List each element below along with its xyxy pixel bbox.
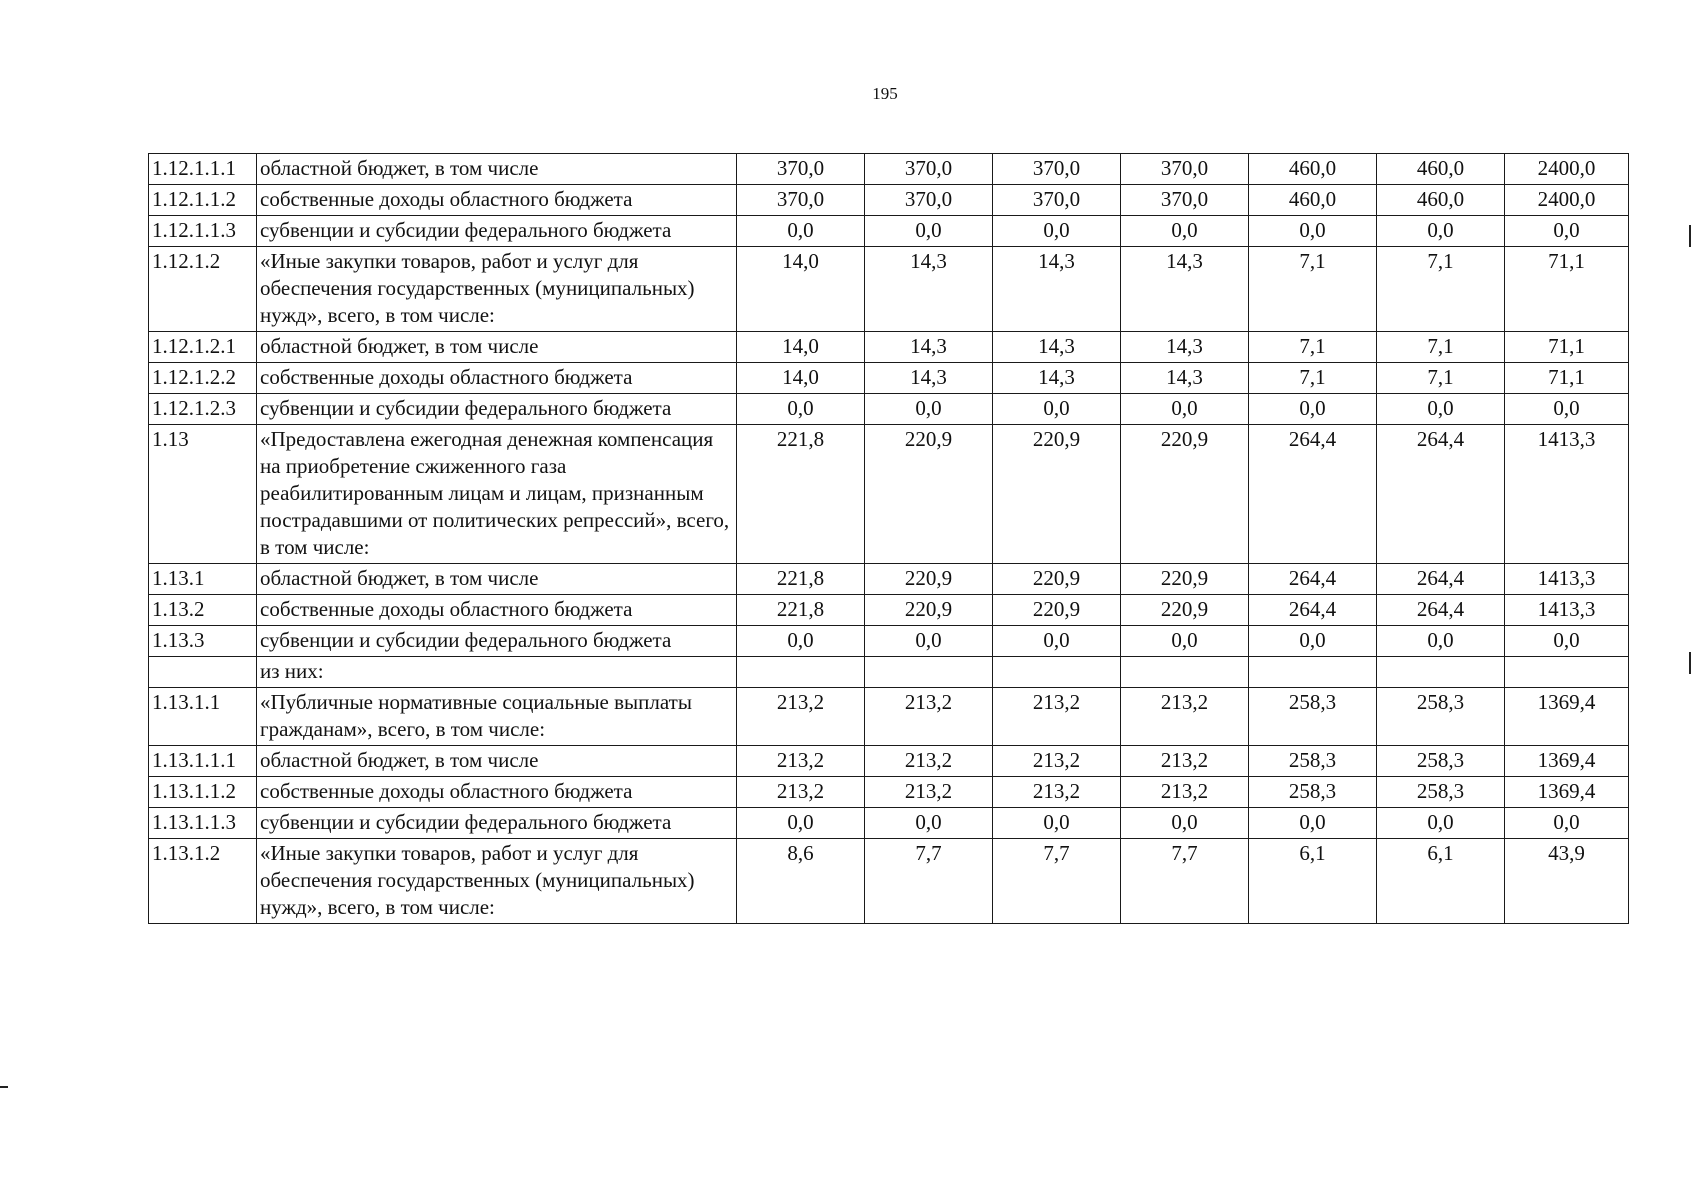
- table-row: [149, 688, 1629, 746]
- row-value: 220,9: [1121, 564, 1249, 595]
- row-value: 0,0: [1249, 808, 1377, 839]
- row-total-value: 1369,4: [1505, 746, 1629, 777]
- row-value: 0,0: [1121, 808, 1249, 839]
- row-value: 264,4: [1377, 564, 1505, 595]
- row-code: 1.12.1.1.3: [149, 216, 257, 247]
- row-description: областной бюджет, в том числе: [257, 332, 737, 363]
- row-value: 264,4: [1249, 564, 1377, 595]
- budget-table: [148, 153, 1629, 924]
- row-value: 7,7: [1121, 839, 1249, 924]
- row-total-value: 1413,3: [1505, 425, 1629, 564]
- scan-edge-mark: [1689, 652, 1691, 674]
- row-value: 0,0: [865, 626, 993, 657]
- table-row: [149, 154, 1629, 185]
- row-value: 6,1: [1249, 839, 1377, 924]
- row-value: 370,0: [993, 185, 1121, 216]
- row-value: 14,0: [737, 332, 865, 363]
- row-total-value: 71,1: [1505, 247, 1629, 332]
- row-value: [1377, 657, 1505, 688]
- row-value: 213,2: [1121, 746, 1249, 777]
- row-value: 370,0: [1121, 154, 1249, 185]
- table-row: [149, 247, 1629, 332]
- row-description: областной бюджет, в том числе: [257, 154, 737, 185]
- row-value: 0,0: [1377, 394, 1505, 425]
- row-value: 0,0: [737, 394, 865, 425]
- table-row: [149, 839, 1629, 924]
- row-code: [149, 657, 257, 688]
- row-value: 6,1: [1377, 839, 1505, 924]
- row-value: 258,3: [1249, 746, 1377, 777]
- row-value: 370,0: [737, 154, 865, 185]
- row-value: [993, 657, 1121, 688]
- row-code: 1.13.1: [149, 564, 257, 595]
- row-description: областной бюджет, в том числе: [257, 564, 737, 595]
- row-description: из них:: [257, 657, 737, 688]
- row-description: субвенции и субсидии федерального бюджета: [257, 216, 737, 247]
- row-value: 0,0: [1121, 394, 1249, 425]
- row-value: 0,0: [1121, 626, 1249, 657]
- row-value: 0,0: [993, 626, 1121, 657]
- row-value: 0,0: [1377, 626, 1505, 657]
- row-value: 0,0: [1249, 626, 1377, 657]
- row-total-value: [1505, 657, 1629, 688]
- table-row: [149, 216, 1629, 247]
- row-description: собственные доходы областного бюджета: [257, 185, 737, 216]
- row-code: 1.13.1.1.3: [149, 808, 257, 839]
- row-total-value: 1369,4: [1505, 777, 1629, 808]
- row-value: 0,0: [737, 216, 865, 247]
- row-value: 7,7: [865, 839, 993, 924]
- row-value: [865, 657, 993, 688]
- row-value: 14,3: [865, 332, 993, 363]
- row-total-value: 0,0: [1505, 808, 1629, 839]
- row-value: 7,1: [1377, 363, 1505, 394]
- row-value: 7,1: [1249, 363, 1377, 394]
- row-value: 14,0: [737, 363, 865, 394]
- row-value: 213,2: [993, 746, 1121, 777]
- row-code: 1.13.1.1.2: [149, 777, 257, 808]
- table-row: [149, 626, 1629, 657]
- table-row: [149, 185, 1629, 216]
- row-value: 14,3: [1121, 363, 1249, 394]
- table-row: [149, 394, 1629, 425]
- table-row: [149, 564, 1629, 595]
- row-value: 370,0: [865, 185, 993, 216]
- row-code: 1.13.1.2: [149, 839, 257, 924]
- row-value: 14,0: [737, 247, 865, 332]
- row-value: 0,0: [1377, 216, 1505, 247]
- row-value: 8,6: [737, 839, 865, 924]
- row-value: 213,2: [865, 688, 993, 746]
- table-row: [149, 808, 1629, 839]
- row-code: 1.12.1.2.2: [149, 363, 257, 394]
- row-value: 0,0: [1249, 216, 1377, 247]
- row-value: 264,4: [1249, 425, 1377, 564]
- row-description: субвенции и субсидии федерального бюджета: [257, 626, 737, 657]
- row-value: 14,3: [993, 332, 1121, 363]
- row-value: 14,3: [1121, 247, 1249, 332]
- row-value: 258,3: [1249, 777, 1377, 808]
- row-value: 220,9: [1121, 595, 1249, 626]
- row-total-value: 71,1: [1505, 332, 1629, 363]
- row-value: 220,9: [865, 595, 993, 626]
- row-total-value: 1369,4: [1505, 688, 1629, 746]
- row-total-value: 0,0: [1505, 394, 1629, 425]
- row-description: «Публичные нормативные социальные выплаты гражданам», всего, в том числе:: [257, 688, 737, 746]
- row-value: 258,3: [1377, 746, 1505, 777]
- row-code: 1.12.1.1.1: [149, 154, 257, 185]
- row-value: 460,0: [1249, 185, 1377, 216]
- row-code: 1.13.1.1: [149, 688, 257, 746]
- row-value: 14,3: [993, 363, 1121, 394]
- budget-table-body: [149, 154, 1629, 924]
- row-value: 7,7: [993, 839, 1121, 924]
- row-value: 213,2: [737, 777, 865, 808]
- table-row: [149, 363, 1629, 394]
- row-value: 0,0: [737, 808, 865, 839]
- row-value: 213,2: [865, 746, 993, 777]
- row-value: [1249, 657, 1377, 688]
- page-number: 195: [872, 84, 898, 103]
- scan-edge-mark: [1689, 225, 1691, 247]
- row-code: 1.12.1.2.3: [149, 394, 257, 425]
- row-value: 14,3: [993, 247, 1121, 332]
- row-description: собственные доходы областного бюджета: [257, 777, 737, 808]
- row-description: субвенции и субсидии федерального бюджета: [257, 394, 737, 425]
- row-value: 220,9: [865, 425, 993, 564]
- table-row: [149, 777, 1629, 808]
- row-description: субвенции и субсидии федерального бюджета: [257, 808, 737, 839]
- row-code: 1.12.1.1.2: [149, 185, 257, 216]
- row-description: «Предоставлена ежегодная денежная компенсация на приобретение сжиженного газа реабилитированным лицам и лицам, признанным пострадавшими от политических репрессий», всего, в том числе:: [257, 425, 737, 564]
- row-value: 14,3: [865, 247, 993, 332]
- row-value: 0,0: [993, 394, 1121, 425]
- row-value: 220,9: [865, 564, 993, 595]
- row-value: 220,9: [993, 595, 1121, 626]
- row-value: 258,3: [1249, 688, 1377, 746]
- row-value: 213,2: [993, 777, 1121, 808]
- table-row: [149, 332, 1629, 363]
- row-value: 460,0: [1377, 185, 1505, 216]
- row-value: 213,2: [737, 688, 865, 746]
- row-value: 258,3: [1377, 688, 1505, 746]
- row-value: 213,2: [737, 746, 865, 777]
- row-value: 0,0: [865, 808, 993, 839]
- row-value: 370,0: [865, 154, 993, 185]
- row-total-value: 2400,0: [1505, 154, 1629, 185]
- row-value: [737, 657, 865, 688]
- row-value: 460,0: [1249, 154, 1377, 185]
- row-value: 264,4: [1377, 425, 1505, 564]
- row-description: «Иные закупки товаров, работ и услуг для обеспечения государственных (муниципальных) нужд», всего, в том числе:: [257, 839, 737, 924]
- row-total-value: 43,9: [1505, 839, 1629, 924]
- row-value: 7,1: [1249, 247, 1377, 332]
- row-description: областной бюджет, в том числе: [257, 746, 737, 777]
- row-code: 1.13.3: [149, 626, 257, 657]
- row-total-value: 1413,3: [1505, 595, 1629, 626]
- row-value: 7,1: [1249, 332, 1377, 363]
- row-code: 1.13.1.1.1: [149, 746, 257, 777]
- row-value: 221,8: [737, 425, 865, 564]
- row-value: [1121, 657, 1249, 688]
- row-value: 264,4: [1377, 595, 1505, 626]
- table-row: [149, 595, 1629, 626]
- row-value: 0,0: [1249, 394, 1377, 425]
- row-code: 1.12.1.2: [149, 247, 257, 332]
- row-description: собственные доходы областного бюджета: [257, 595, 737, 626]
- row-code: 1.13: [149, 425, 257, 564]
- row-value: 0,0: [1377, 808, 1505, 839]
- row-value: 221,8: [737, 595, 865, 626]
- table-row: [149, 425, 1629, 564]
- row-value: 0,0: [1121, 216, 1249, 247]
- row-total-value: 1413,3: [1505, 564, 1629, 595]
- row-total-value: 0,0: [1505, 216, 1629, 247]
- row-value: 221,8: [737, 564, 865, 595]
- row-value: 258,3: [1377, 777, 1505, 808]
- row-value: 213,2: [1121, 777, 1249, 808]
- row-value: 0,0: [993, 216, 1121, 247]
- row-value: 213,2: [993, 688, 1121, 746]
- row-total-value: 0,0: [1505, 626, 1629, 657]
- row-description: собственные доходы областного бюджета: [257, 363, 737, 394]
- row-value: 0,0: [865, 216, 993, 247]
- row-total-value: 2400,0: [1505, 185, 1629, 216]
- row-total-value: 71,1: [1505, 363, 1629, 394]
- row-value: 370,0: [737, 185, 865, 216]
- row-value: 0,0: [865, 394, 993, 425]
- row-description: «Иные закупки товаров, работ и услуг для обеспечения государственных (муниципальных) нужд», всего, в том числе:: [257, 247, 737, 332]
- row-value: 14,3: [865, 363, 993, 394]
- row-value: 264,4: [1249, 595, 1377, 626]
- row-value: 220,9: [993, 564, 1121, 595]
- row-value: 370,0: [1121, 185, 1249, 216]
- row-value: 0,0: [993, 808, 1121, 839]
- row-value: 460,0: [1377, 154, 1505, 185]
- row-value: 7,1: [1377, 332, 1505, 363]
- row-value: 14,3: [1121, 332, 1249, 363]
- table-row: [149, 746, 1629, 777]
- row-value: 220,9: [1121, 425, 1249, 564]
- table-row: [149, 657, 1629, 688]
- row-code: 1.12.1.2.1: [149, 332, 257, 363]
- row-value: 220,9: [993, 425, 1121, 564]
- row-value: 7,1: [1377, 247, 1505, 332]
- scan-edge-mark: [0, 1086, 8, 1088]
- row-value: 370,0: [993, 154, 1121, 185]
- row-value: 213,2: [1121, 688, 1249, 746]
- row-code: 1.13.2: [149, 595, 257, 626]
- row-value: 213,2: [865, 777, 993, 808]
- row-value: 0,0: [737, 626, 865, 657]
